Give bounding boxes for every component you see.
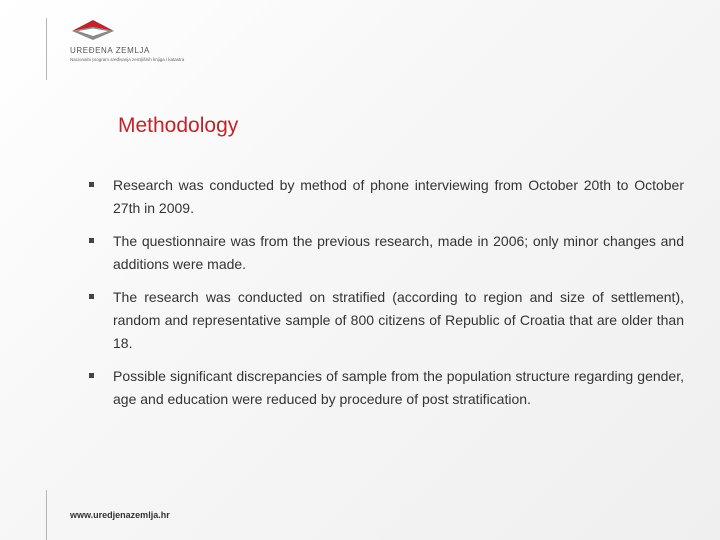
footer-website-link[interactable]: www.uredjenazemlja.hr — [70, 510, 170, 520]
bullet-item — [86, 286, 684, 355]
bullet-text: Research was conducted by method of phone interviewing from October 20th to October 27th in 2009. — [113, 177, 684, 216]
brand-logo-icon — [70, 18, 116, 42]
bullet-square-icon — [89, 238, 94, 243]
bullet-list — [86, 174, 684, 421]
logo-title: UREĐENA ZEMLJA — [70, 46, 150, 55]
bullet-text: The research was conducted on stratified (according to region and size of settlement), random and representative sample of 800 citizens of Republic of Croatia that are older than 18. — [113, 289, 684, 351]
bullet-item — [86, 365, 684, 411]
bullet-square-icon — [89, 182, 94, 187]
bullet-text: The questionnaire was from the previous research, made in 2006; only minor changes and additions were made. — [113, 233, 684, 272]
footer-divider-line — [46, 490, 47, 540]
bullet-item — [86, 230, 684, 276]
slide-title: Methodology — [118, 114, 239, 137]
bullet-text: Possible significant discrepancies of sample from the population structure regarding gender, age and education were reduced by procedure of post stratification. — [113, 368, 684, 407]
header-divider-line — [46, 18, 47, 80]
bullet-square-icon — [89, 373, 94, 378]
logo-subtitle: Nacionalni program sređivanja zemljišnih knjiga i katastra — [70, 57, 185, 62]
bullet-square-icon — [89, 294, 94, 299]
bullet-item — [86, 174, 684, 220]
